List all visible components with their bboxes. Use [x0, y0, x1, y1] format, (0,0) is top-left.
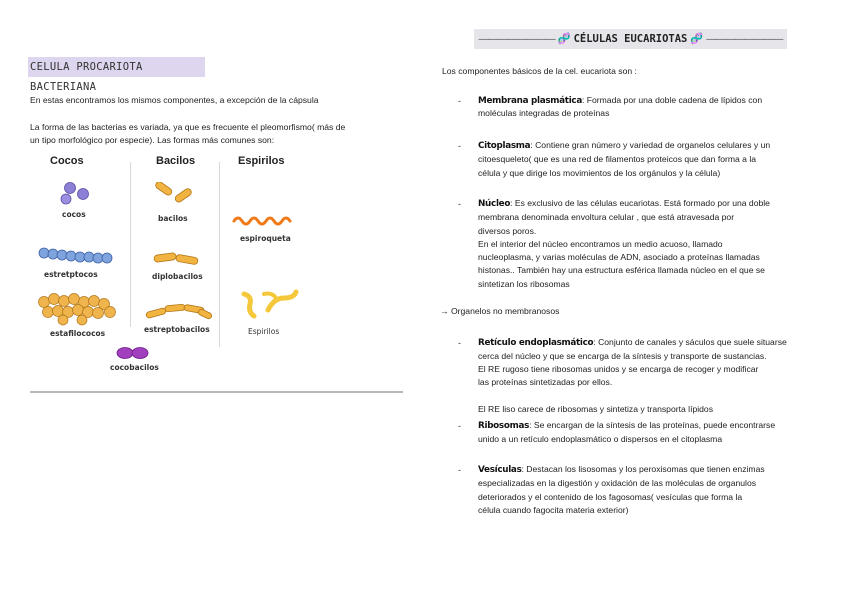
figure-header-bacilos: Bacilos	[156, 155, 196, 167]
dna-icon: 🧬	[557, 33, 571, 45]
citoplasma-line-2: citoesqueleto( que es una red de filamentos proteicos que dan forma a la	[478, 154, 757, 164]
nucleo-line-7: sintetizan los ribosomas	[478, 279, 570, 289]
title-dashes-right: ————————	[706, 33, 783, 45]
nucleo-line-1	[478, 197, 770, 211]
bullet-marker: -	[458, 141, 461, 151]
nucleo-line-3: diversos poros.	[478, 226, 537, 236]
nucleo-line-6: histonas.. También hay una estructura esférica llamada núcleo en el que se	[478, 265, 765, 275]
citoplasma-text-1: : Contiene gran número y variedad de organelos celulares y un	[530, 140, 771, 150]
figure-header-cocos: Cocos	[50, 155, 84, 167]
organelos-no-membranosos-header: → Organelos no membranosos	[440, 306, 560, 316]
figure-header-espirilos: Espirilos	[238, 155, 285, 167]
label-estreptococos: estretptocos	[44, 270, 98, 279]
reticulo-line-5: El RE liso carece de ribosomas y sintetiza y transporta lípidos	[478, 404, 713, 414]
bullet-marker: -	[458, 199, 461, 209]
reticulo-line-4: las proteínas sintetizadas por ellos.	[478, 377, 613, 387]
espiroqueta-illustration	[232, 214, 292, 228]
figure-divider-2	[219, 162, 220, 347]
vesiculas-line-3: deteriorados y el contenido de los fagosomas( vesículas que forma la	[478, 492, 743, 502]
left-paragraph-2-line-2: un tipo morfológico por especie). Las formas más comunes son:	[30, 135, 275, 145]
estafilococos-illustration	[36, 292, 118, 326]
term-membrana-plasmatica: Membrana plasmática	[478, 96, 582, 106]
reticulo-line-1	[478, 336, 787, 350]
term-vesiculas: Vesículas	[478, 465, 522, 475]
label-espiroqueta: espiroqueta	[240, 234, 291, 243]
title-dashes-left: ————————	[478, 33, 555, 45]
term-nucleo: Núcleo	[478, 199, 511, 209]
dna-icon: 🧬	[690, 33, 704, 45]
left-paragraph-2-line-1: La forma de las bacterias es variada, ya que es frecuente el pleomorfismo( más de	[30, 122, 346, 132]
bullet-marker: -	[458, 465, 461, 475]
label-cocos: cocos	[62, 210, 86, 219]
cocobacilos-illustration	[116, 346, 152, 360]
ribosomas-text-1: : Se encargan de la síntesis de las proteínas, puede encontrarse	[529, 420, 776, 430]
vesiculas-line-1	[478, 463, 765, 477]
espirilos-illustration	[238, 288, 300, 322]
bacteria-shapes-figure	[34, 152, 334, 382]
cocos-illustration	[60, 180, 96, 206]
reticulo-line-3: El RE rugoso tiene ribosomas unidos y se encarga de recoger y modificar	[478, 364, 759, 374]
term-reticulo-endoplasmatico: Retículo endoplasmático	[478, 338, 594, 348]
vesiculas-text-1: : Destacan los lisosomas y los peroxisomas que tienen enzimas	[521, 464, 765, 474]
nucleo-line-4: En el interior del núcleo encontramos un medio acuoso, llamado	[478, 239, 723, 249]
bullet-marker: -	[458, 96, 461, 106]
right-section-title	[474, 29, 787, 49]
left-divider-line	[30, 391, 403, 393]
citoplasma-line-3: célula y que dirige los movimientos de los orgánulos y la célula)	[478, 168, 721, 178]
figure-divider-1	[130, 162, 131, 327]
bacilos-illustration	[152, 182, 198, 208]
diplobacilos-illustration	[152, 250, 202, 268]
vesiculas-line-4: célula cuando fagocita materia exterior)	[478, 505, 629, 515]
left-paragraph-1: En estas encontramos los mismos componentes, a excepción de la cápsula	[30, 95, 319, 105]
nucleo-text-1: : Es exclusivo de las células eucariotas. Está formado por una doble	[510, 198, 770, 208]
right-intro: Los componentes básicos de la cel. eucariota son :	[442, 66, 637, 76]
citoplasma-line-1	[478, 139, 770, 153]
label-cocobacilos: cocobacilos	[110, 363, 159, 372]
label-estreptobacilos: estreptobacilos	[144, 325, 210, 334]
term-citoplasma: Citoplasma	[478, 141, 531, 151]
label-espirilos: Espirilos	[248, 327, 280, 336]
label-estafilococos: estafilococos	[50, 329, 106, 338]
vesiculas-line-2: especializadas en la digestión y oxidación de las moléculas de organulos	[478, 478, 757, 488]
reticulo-line-2: cerca del núcleo y que se encarga de la síntesis y transporte de sustancias.	[478, 351, 767, 361]
nucleo-line-2: membrana denominada envoltura celular , que está atravesada por	[478, 212, 735, 222]
label-bacilos: bacilos	[158, 214, 188, 223]
estreptococos-illustration	[38, 246, 120, 266]
membrana-line-1	[478, 94, 762, 108]
ribosomas-line-1	[478, 419, 775, 433]
reticulo-text-1: : Conjunto de canales y sáculos que suele situarse	[593, 337, 787, 347]
left-section-title: CELULA PROCARIOTA BACTERIANA	[28, 57, 205, 77]
label-diplobacilos: diplobacilos	[152, 272, 203, 281]
nucleo-line-5: nucleoplasma, y varias moléculas de ADN, asociado a proteínas llamadas	[478, 252, 760, 262]
term-ribosomas: Ribosomas	[478, 421, 530, 431]
membrana-text-1: : Formada por una doble cadena de lípidos con	[581, 95, 763, 105]
membrana-line-2: moléculas integradas de proteínas	[478, 108, 610, 118]
ribosomas-line-2: unido a un retículo endoplasmático o dispersos en el citoplasma	[478, 434, 723, 444]
bullet-marker: -	[458, 421, 461, 431]
estreptobacilos-illustration	[144, 300, 216, 322]
bullet-marker: -	[458, 338, 461, 348]
title-text: CÉLULAS EUCARIOTAS	[573, 33, 688, 45]
